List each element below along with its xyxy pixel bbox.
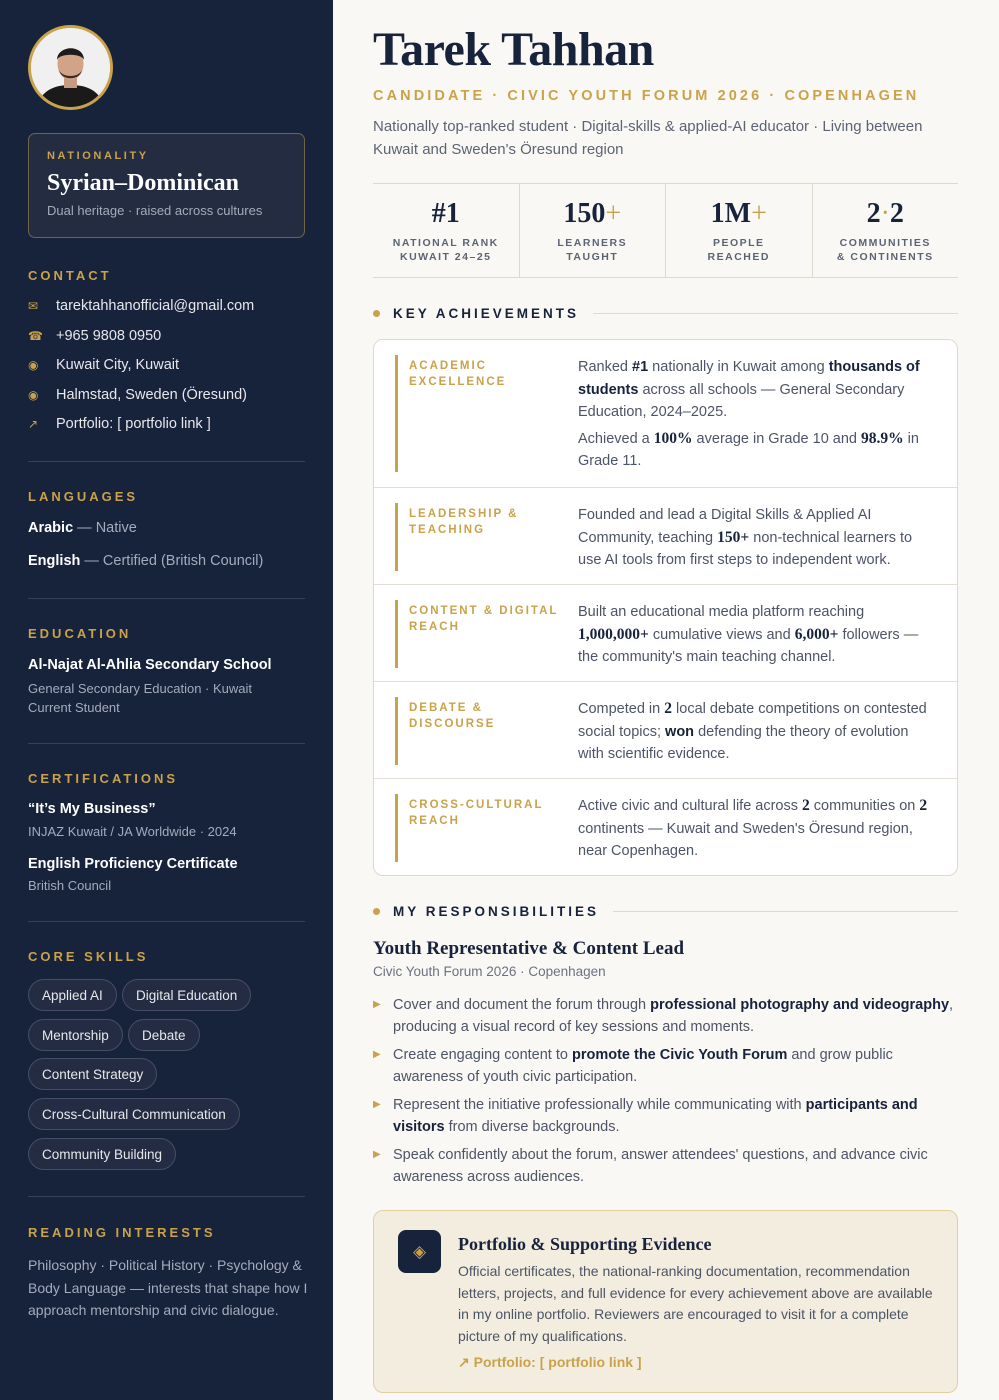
achievement-category: CONTENT & DIGITAL REACH	[409, 605, 559, 633]
contact-location-kuwait	[28, 357, 179, 373]
certifications-title: CERTIFICATIONS	[28, 771, 179, 786]
section-title: MY RESPONSIBILITIES	[393, 904, 600, 919]
reading-text: Philosophy · Political History · Psychology & Body Language — interests that shape how I approach mentorship and civic dialogue.	[28, 1257, 308, 1318]
responsibility-item: ▶ Create engaging content to promote the Civic Youth Forum and grow public awareness of youth civic participation.	[373, 1044, 958, 1088]
skills-title: CORE SKILLS	[28, 949, 149, 964]
stat-label: LEARNERS TAUGHT	[557, 237, 628, 263]
achievement-category: DEBATE & DISCOURSE	[409, 702, 496, 730]
responsibilities-heading	[373, 904, 958, 919]
divider	[28, 1196, 305, 1197]
skill-chip: Cross-Cultural Communication	[28, 1098, 240, 1130]
candidate-name: Tarek Tahhan	[373, 23, 654, 76]
achievement-row	[374, 340, 958, 488]
achievement-row	[374, 779, 958, 876]
certification-issuer: INJAZ Kuwait / JA Worldwide · 2024	[28, 824, 237, 839]
languages-title: LANGUAGES	[28, 489, 139, 504]
candidate-tagline: Nationally top-ranked student · Digital-skills & applied-AI educator · Living between Kuwait and Sweden's Öresund region	[373, 118, 923, 158]
accent-bar	[395, 503, 398, 571]
person-photo	[31, 28, 110, 107]
stat-learners	[520, 184, 667, 277]
achievement-text: Ranked #1 nationally in Kuwait among thousands of students across all schools — General Secondary Education, 2024–2025. Achieved a 100% average in Grade 10 and 98.9% in Grade 11.	[578, 359, 920, 469]
envelope-icon: ✉	[28, 299, 39, 313]
stat-value: 2·2	[866, 198, 904, 229]
language-arabic	[28, 520, 137, 536]
divider	[28, 461, 305, 462]
triangle-bullet-icon: ▶	[373, 1099, 381, 1110]
role-title: Youth Representative & Content Lead	[373, 938, 685, 959]
achievement-text: Competed in 2 local debate competitions on contested social topics; won defending the theory of evolution with scientific evidence.	[578, 700, 927, 762]
education-detail: General Secondary Education · Kuwait	[28, 681, 253, 696]
language-level: — Certified (British Council)	[80, 553, 264, 569]
skill-chip: Debate	[128, 1019, 200, 1051]
education-status: Current Student	[28, 700, 120, 715]
contact-phone[interactable]	[28, 328, 161, 344]
diamond-icon: ◈	[398, 1230, 441, 1273]
contact-location-text: Halmstad, Sweden (Öresund)	[56, 387, 247, 403]
divider	[28, 743, 305, 744]
accent-bar	[395, 794, 398, 862]
stat-national-rank	[373, 184, 520, 277]
phone-icon: ☎	[28, 329, 43, 343]
education-school: Al-Najat Al-Ahlia Secondary School	[28, 657, 272, 673]
achievement-row	[374, 488, 958, 585]
bullet-dot	[373, 908, 380, 915]
role-context: Civic Youth Forum 2026 · Copenhagen	[373, 964, 606, 979]
achievement-category: ACADEMIC EXCELLENCE	[409, 360, 507, 388]
language-name: Arabic	[28, 520, 74, 536]
achievements-card	[373, 339, 958, 876]
contact-email[interactable]	[28, 298, 254, 314]
responsibility-item: ▶ Cover and document the forum through professional photography and videography, producing a visual record of key sessions and moments.	[373, 994, 958, 1038]
portfolio-title: Portfolio & Supporting Evidence	[458, 1234, 712, 1254]
nationality-note: Dual heritage · raised across cultures	[47, 203, 263, 218]
achievement-text: Built an educational media platform reaching 1,000,000+ cumulative views and 6,000+ followers — the community's main teaching channel.	[578, 604, 919, 665]
education-title: EDUCATION	[28, 626, 132, 641]
achievement-row	[374, 682, 958, 779]
contact-portfolio-link[interactable]	[28, 416, 211, 432]
triangle-bullet-icon: ▶	[373, 999, 381, 1010]
candidate-subtitle: CANDIDATE · CIVIC YOUTH FORUM 2026 · COPENHAGEN	[373, 88, 920, 104]
achievements-heading	[373, 306, 958, 321]
language-level: — Native	[73, 520, 137, 536]
sidebar	[0, 0, 333, 1400]
divider	[28, 598, 305, 599]
responsibility-item: ▶ Speak confidently about the forum, answer attendees' questions, and advance civic awareness across audiences.	[373, 1144, 958, 1188]
skill-chip: Content Strategy	[28, 1058, 157, 1090]
stat-value: #1	[431, 198, 460, 229]
stat-value: 150+	[563, 198, 622, 229]
bullet-dot	[373, 310, 380, 317]
stat-label: PEOPLE REACHED	[707, 237, 770, 263]
section-title: KEY ACHIEVEMENTS	[393, 306, 580, 321]
certification-issuer: British Council	[28, 878, 112, 893]
contact-location-text: Kuwait City, Kuwait	[56, 357, 180, 373]
stat-communities	[813, 184, 959, 277]
achievement-text: Founded and lead a Digital Skills & Applied AI Community, teaching 150+ non-technical learners to use AI tools from first steps to independent work.	[578, 507, 913, 568]
portfolio-card	[373, 1210, 958, 1393]
accent-bar	[395, 697, 398, 765]
accent-bar	[395, 355, 398, 472]
nationality-label: NATIONALITY	[47, 150, 149, 162]
reading-title: READING INTERESTS	[28, 1225, 216, 1240]
skill-chip: Mentorship	[28, 1019, 123, 1051]
portfolio-link[interactable]: ↗ Portfolio: [ portfolio link ]	[458, 1354, 642, 1370]
skill-chip: Applied AI	[28, 979, 117, 1011]
achievement-text: Active civic and cultural life across 2 communities on 2 continents — Kuwait and Sweden's Öresund region, near Copenhagen.	[578, 797, 928, 859]
language-name: English	[28, 553, 81, 569]
contact-phone-text: +965 9808 0950	[56, 328, 162, 344]
location-icon: ◉	[28, 358, 39, 372]
language-english	[28, 553, 263, 569]
skill-chip: Digital Education	[122, 979, 251, 1011]
contact-portfolio-text: Portfolio: [ portfolio link ]	[56, 416, 211, 432]
contact-email-text: tarektahhanofficial@gmail.com	[56, 298, 255, 314]
contact-title: CONTACT	[28, 268, 112, 283]
nationality-value: Syrian–Dominican	[47, 170, 240, 196]
stat-label: NATIONAL RANK KUWAIT 24–25	[392, 237, 499, 263]
stat-value: 1M+	[710, 198, 767, 229]
responsibility-item: ▶ Represent the initiative professionally while communicating with participants and visitors from diverse backgrounds.	[373, 1094, 958, 1138]
stat-label: COMMUNITIES & CONTINENTS	[836, 237, 934, 263]
certification-name: “It’s My Business”	[28, 801, 156, 817]
accent-bar	[395, 600, 398, 668]
stats-row	[373, 183, 958, 278]
contact-location-sweden	[28, 387, 247, 403]
avatar	[28, 25, 113, 110]
stat-people-reached	[666, 184, 813, 277]
triangle-bullet-icon: ▶	[373, 1049, 381, 1060]
arrow-link-icon: ↗	[28, 417, 39, 431]
location-icon: ◉	[28, 388, 39, 402]
certification-name: English Proficiency Certificate	[28, 856, 238, 872]
divider	[613, 911, 958, 912]
triangle-bullet-icon: ▶	[373, 1149, 381, 1160]
divider	[593, 313, 958, 314]
achievement-row	[374, 585, 958, 682]
nationality-card	[28, 133, 305, 238]
achievement-category: LEADERSHIP & TEACHING	[409, 508, 519, 536]
achievement-category: CROSS-CULTURAL REACH	[409, 799, 544, 827]
divider	[28, 921, 305, 922]
skill-chip: Community Building	[28, 1138, 176, 1170]
portfolio-text: Official certificates, the national-ranking documentation, recommendation letters, projects, and full evidence for every achievement above are available in my online portfolio. Reviewers are encouraged to visit it for a complete picture of my qualifications.	[458, 1263, 933, 1344]
